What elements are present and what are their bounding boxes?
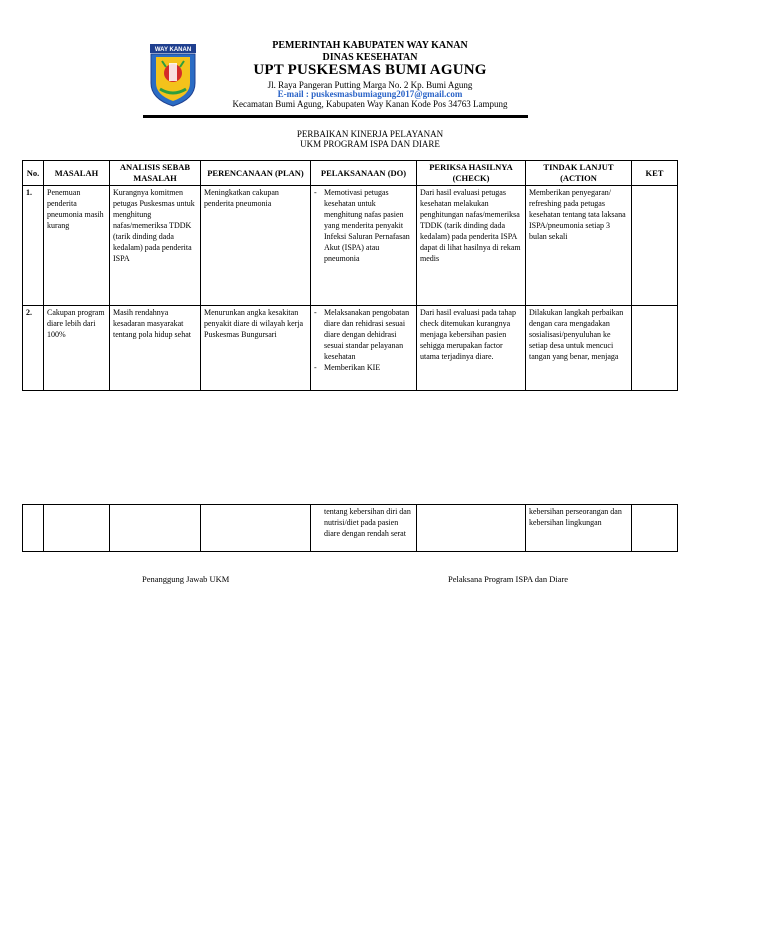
cell-perencanaan: Menurunkan angka kesakitan penyakit diare di wilayah kerja Puskesmas Bungursari [201,306,311,391]
signature-right-label: Pelaksana Program ISPA dan Diare [448,574,569,584]
cell-pelaksanaan-continued: tentang kebersihan diri dan nutrisi/diet pada pasien diare dengan rendah serat [311,505,417,552]
cell-ket [632,306,678,391]
header-government: PEMERINTAH KABUPATEN WAY KANAN [272,40,468,51]
bullet-text: Memberikan KIE [324,363,381,372]
row-number: 2. [23,306,44,391]
cell-analisis: Masih rendahnya kesadaran masyarakat tentang pola hidup sehat [110,306,201,391]
cell-pelaksanaan [311,186,417,306]
bullet-dash: - [314,188,317,197]
cell-periksa: Dari hasil evaluasi petugas kesehatan melakukan penghitungan nafas/memeriksa TDDK (tarik dinding dada kedalam) pada penderita ISPA dapat di lihat hasilnya di rekam medis [417,186,526,306]
header-divider [143,115,528,118]
cell-empty [201,505,311,552]
table-row [23,505,678,552]
header-ket: KET [632,161,678,186]
row-number: 1. [23,186,44,306]
cell-pelaksanaan [311,306,417,391]
cell-perencanaan: Meningkatkan cakupan penderita pneumonia [201,186,311,306]
header-perencanaan: PERENCANAAN (PLAN) [201,161,311,186]
cell-tindak: Memberikan penyegaran/ refreshing pada petugas kesehatan tentang tata laksana ISPA/pneumonia setiap 3 bulan sekali [526,186,632,306]
cell-empty [417,505,526,552]
pdca-table [22,160,678,391]
header-tindak: TINDAK LANJUT (ACTION [526,161,632,186]
header-location: Kecamatan Bumi Agung, Kabupaten Way Kanan Kode Pos 34763 Lampung [232,99,508,109]
signature-left-label: Penanggung Jawab UKM [142,574,230,584]
document-subtitle: UKM PROGRAM ISPA DAN DIARE [300,139,440,149]
bullet-dash: - [314,363,317,372]
bullet-item [314,187,413,264]
cell-empty [632,505,678,552]
cell-masalah: Cakupan program diare lebih dari 100% [44,306,110,391]
pdca-table-continuation [22,504,678,552]
header-analisis: ANALISIS SEBAB MASALAH [110,161,201,186]
header-institution: UPT PUSKESMAS BUMI AGUNG [253,62,487,78]
cell-empty [44,505,110,552]
cell-tindak-continued: kebersihan perseorangan dan kebersihan lingkungan [526,505,632,552]
header-address: Jl. Raya Pangeran Putting Marga No. 2 Kp. Bumi Agung [267,80,473,90]
bullet-text: Melaksanakan pengobatan diare dan rehidrasi sesuai diare dengan dehidrasi sesuai standar pelayanan kesehatan [324,308,410,361]
cell-empty [23,505,44,552]
header-periksa: PERIKSA HASILNYA (CHECK) [417,161,526,186]
header-pelaksanaan: PELAKSANAAN (DO) [311,161,417,186]
bullet-item [314,307,413,362]
cell-analisis: Kurangnya komitmen petugas Puskesmas untuk menghitung nafas/memeriksa TDDK (tarik dinding dada kedalam) pada penderita ISPA [110,186,201,306]
bullet-dash: - [314,308,317,317]
table-header-row [23,161,678,186]
header-department: DINAS KESEHATAN [322,52,418,63]
table-row [23,186,678,306]
cell-periksa: Dari hasil evaluasi pada tahap check ditemukan kurangnya menjaga kebersihan pasien sehigga merupakan factor utama terjadinya diare. [417,306,526,391]
way-kanan-logo [148,43,198,107]
cell-ket [632,186,678,306]
cell-tindak: Dilakukan langkah perbaikan dengan cara mengadakan sosialisasi/penyuluhan ke setiap desa untuk mencuci tangan yang benar, menjaga [526,306,632,391]
bullet-text: Memotivasi petugas kesehatan untuk menghitung nafas pasien yang menderita penyakit Infeksi Saluran Pernafasan Akut (ISPA) atau pneumonia [324,188,410,263]
cell-empty [110,505,201,552]
header-no: No. [23,161,44,186]
cell-masalah: Penemuan penderita pneumonia masih kurang [44,186,110,306]
header-masalah: MASALAH [44,161,110,186]
header-email[interactable]: E-mail : puskesmasbumiagung2017@gmail.com [277,89,463,99]
table-row [23,306,678,391]
document-title: PERBAIKAN KINERJA PELAYANAN [296,129,444,139]
bullet-item [314,362,413,373]
logo-text: WAY KANAN [154,47,192,53]
